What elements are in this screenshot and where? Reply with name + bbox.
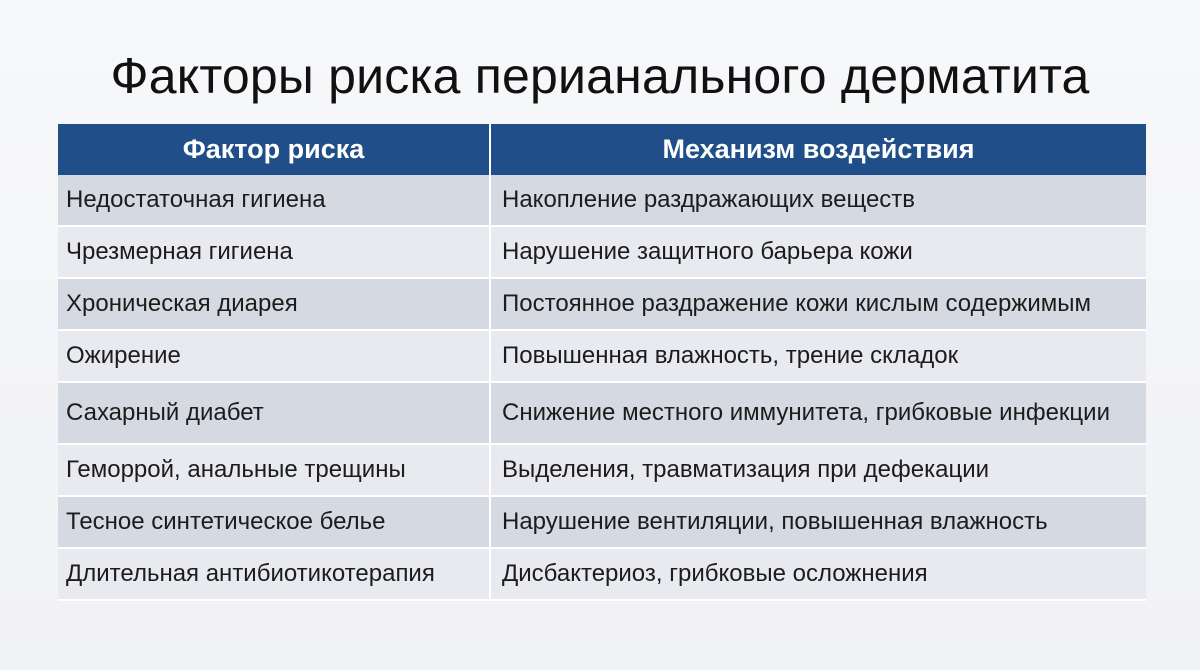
- table-row: [58, 548, 1146, 600]
- table-row: [58, 444, 1146, 496]
- table-row: [58, 496, 1146, 548]
- mechanism-cell: Нарушение защитного барьера кожи: [490, 226, 1146, 278]
- mechanism-cell: Дисбактериоз, грибковые осложнения: [490, 548, 1146, 600]
- mechanism-cell: Повышенная влажность, трение складок: [490, 330, 1146, 382]
- table-row: [58, 175, 1146, 226]
- table-row: [58, 278, 1146, 330]
- risk-factor-cell: Сахарный диабет: [58, 382, 490, 444]
- mechanism-cell: Снижение местного иммунитета, грибковые инфекции: [490, 382, 1146, 444]
- risk-factor-cell: Тесное синтетическое белье: [58, 496, 490, 548]
- risk-factor-cell: Геморрой, анальные трещины: [58, 444, 490, 496]
- slide-title: Факторы риска перианального дерматита: [110, 48, 1090, 104]
- risk-factor-cell: Ожирение: [58, 330, 490, 382]
- mechanism-cell: Нарушение вентиляции, повышенная влажность: [490, 496, 1146, 548]
- mechanism-cell: Накопление раздражающих веществ: [490, 175, 1146, 226]
- risk-factor-cell: Чрезмерная гигиена: [58, 226, 490, 278]
- table-row: [58, 330, 1146, 382]
- mechanism-cell: Выделения, травматизация при дефекации: [490, 444, 1146, 496]
- header-risk-factor: Фактор риска: [58, 124, 490, 175]
- table-row: [58, 226, 1146, 278]
- risk-factor-cell: Хроническая диарея: [58, 278, 490, 330]
- table-header-row: [58, 124, 1146, 175]
- header-mechanism: Механизм воздействия: [490, 124, 1146, 175]
- mechanism-cell: Постоянное раздражение кожи кислым содержимым: [490, 278, 1146, 330]
- risk-factor-cell: Недостаточная гигиена: [58, 175, 490, 226]
- table-row: [58, 382, 1146, 444]
- risk-factor-cell: Длительная антибиотикотерапия: [58, 548, 490, 600]
- risk-factors-table: [58, 124, 1146, 601]
